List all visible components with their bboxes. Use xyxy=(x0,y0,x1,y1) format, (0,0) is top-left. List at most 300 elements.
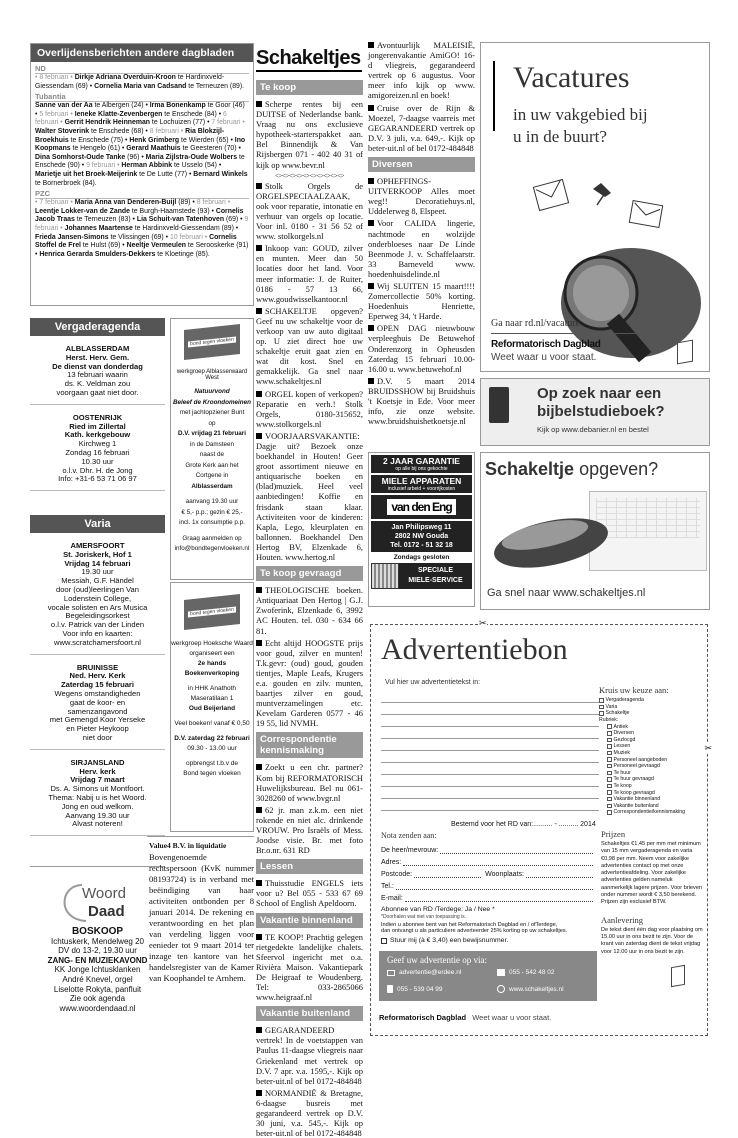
bon-footer-tag: Weet waar u voor staat. xyxy=(472,1013,552,1022)
square-bullet-icon xyxy=(368,178,374,184)
schakeltje-ad-text: TE KOOP! Prachtig gelegen rietgedekte landelijke chalets. Sfeervol ingericht met o.a. Rivièra Maison. Vakantiepark De Heigraaf te Woudenberg. Tel: 033-2865066 www.heigraaf.nl xyxy=(256,931,363,1003)
vacatures-ad xyxy=(480,42,710,372)
kruis-option-label: Schakeltje xyxy=(605,710,630,717)
kruis-option[interactable] xyxy=(599,737,705,744)
agenda-item-heading: AMERSFOORT xyxy=(70,541,125,550)
book-icon xyxy=(489,387,509,423)
agenda-item-line: Thema: Nabij u is het Woord. xyxy=(48,792,147,802)
overlijdens-section-label: ND xyxy=(35,64,249,74)
overlijdens-text-part: te Goor (46) • xyxy=(35,102,245,118)
square-bullet-icon xyxy=(256,587,262,593)
value4-text: Bovengenoemde rechtspersoon (KvK nummer 08193724) is in verband met beëindiging van haar activiteiten ontbonden per 8 januari 2014. De rekening en verantwoording en het plan van verdeling liggen voor eenieder tot 9 maart 2014 ter inzage ten kantore van het handelsregister van de Kamer van Koophandel te Arnhem. xyxy=(149,852,254,983)
schakeltje-ad xyxy=(256,878,363,908)
schakeltje-opgeven-link[interactable]: Ga snel naar www.schakeltjes.nl xyxy=(487,587,646,599)
schakeltje-ad-text: Stolk Orgels de ORGELSPECIAALZAAK, ook voor reparatie, intonatie en verhuur van orgels op locatie. Voor inl. 0180 - 31 56 52 of www. stolkorgels.nl xyxy=(256,180,363,242)
agenda-item-line: Zondag 16 februari xyxy=(65,447,130,457)
agenda-item-line: Ds. A. Simons uit Montfoort. xyxy=(50,784,145,794)
overlijdens-text-part: 6 februari • xyxy=(35,110,227,127)
prijzen-text: Schakeltjes €1,45 per mm met minimum van 15 mm vergaderagenda en varia €0,98 per mm. Neem voor zakelijke advertenties contact op met onze advertentieafdeling. Voor zakelijke advertenties gelden nameluk aanmerkelijk lagere prijzen. Voor brieven onder nummer wordt € 3,50 berekend. Prijzen zijn exclusief BTW. xyxy=(601,841,703,906)
overlijdens-text-part: 8 februari • xyxy=(149,127,186,135)
square-bullet-icon xyxy=(368,378,374,384)
debanier-line-1: Op zoek naar een xyxy=(537,385,662,402)
kruis-option[interactable] xyxy=(599,697,705,704)
van-den-eng-special-1: SPECIALE xyxy=(417,567,453,574)
bond-line: Beleef de Kroondomeinen xyxy=(172,398,252,406)
agenda-item-heading: ALBLASSERDAM xyxy=(65,344,130,353)
varia-title: Varia xyxy=(30,515,165,533)
agenda-item-heading: Zaterdag 15 februari xyxy=(60,680,134,690)
schakeltje-ad-text: Echt altijd HOOGSTE prijs voor goud, zilver en munten! T.k.gevr: (oud) goud, gouden tientjes, Maple Leafs, Krugers e.a. gouden en zilv. munten, baartjes zilver en goud, muntverzamelingen etc. Kevelam Garderen 0577 - 46 19 55, lid NVMH. xyxy=(256,637,363,729)
value4-notice xyxy=(147,836,254,1036)
square-bullet-icon xyxy=(256,101,262,107)
van-den-eng-garantie: 2 JAAR GARANTIE xyxy=(383,456,460,466)
bond-line: opbrengst t.b.v de xyxy=(185,760,239,767)
van-den-eng-tel: Tel. 0172 - 51 32 18 xyxy=(390,542,453,549)
square-bullet-icon xyxy=(368,220,374,226)
schakeltje-opgeven-title-a: Schakeltje xyxy=(485,459,575,479)
overlijdens-text-part: 9 februari • xyxy=(86,162,122,170)
scissors-icon-right: ✂ xyxy=(704,743,712,753)
kruis-option[interactable] xyxy=(599,803,705,810)
bond-line: Alblasserdam xyxy=(191,482,233,490)
overlijdens-text-part: 10 februari • xyxy=(169,233,210,241)
square-bullet-icon xyxy=(256,391,262,397)
woord-daad-line-6: Zie ook agenda xyxy=(69,994,126,1004)
overlijdens-box xyxy=(30,43,254,306)
agenda-item xyxy=(30,664,165,750)
agenda-item-line: Lodenstein College, xyxy=(63,593,132,603)
woord-daad-ad xyxy=(30,866,165,1036)
overlijdens-title: Overlijdensberichten andere dagbladen xyxy=(31,44,253,62)
kruis-option-label: Antiek xyxy=(613,723,628,730)
kruis-option[interactable] xyxy=(599,783,705,790)
bond-line: in de Damsteen xyxy=(189,440,235,448)
bond-line: Grote Kerk aan het xyxy=(185,461,239,469)
kruis-option-label: Gezlocgd xyxy=(613,736,636,743)
rd-logo-icon xyxy=(677,340,693,365)
schakeltje-ad xyxy=(256,1025,363,1086)
overlijdens-text-part: Marietje uit het Broek-Meijerink xyxy=(35,170,138,178)
schakeltje-ad xyxy=(368,103,475,153)
fax-icon xyxy=(497,969,505,976)
vergaderagenda-box xyxy=(30,318,165,518)
schakeltje-ad xyxy=(368,176,475,216)
schakeltje-ad xyxy=(368,40,475,101)
bond-line: D.V. vrijdag 21 februari xyxy=(177,430,246,437)
indien-line-1: Indien u abonnee bent van het Reformatorisch Dagblad en / ofTerdege, xyxy=(381,922,558,928)
kruis-checkbox[interactable] xyxy=(607,744,612,749)
kruis-option-label: Vergaderagenda xyxy=(605,697,644,704)
woord-daad-heading: BOSKOOP xyxy=(71,926,124,937)
agenda-item-heading: SIRJANSLAND xyxy=(70,757,125,767)
schakeltje-ad xyxy=(256,638,363,729)
kruis-checkbox[interactable] xyxy=(607,738,612,743)
van-den-eng-garantie-sub: op alle bij ons gekochte xyxy=(395,466,448,472)
ad-text-line[interactable] xyxy=(381,775,599,787)
overlijdens-text-part: Maria Zijlstra-Oude Wolbers xyxy=(145,153,238,161)
schakeltje-ad xyxy=(256,1088,363,1138)
kruis-checkbox[interactable] xyxy=(607,790,612,795)
overlijdens-text-part: • 7 februari • xyxy=(35,199,75,207)
schakeltje-ad xyxy=(368,376,475,426)
agenda-item xyxy=(30,414,165,491)
schakeltje-ad xyxy=(256,431,363,562)
kruis-checkbox[interactable] xyxy=(607,731,612,736)
bond-logo-1 xyxy=(184,324,240,360)
bond-line: Bond tegen vloeken xyxy=(183,770,241,777)
geef-fax: 055 - 542 48 02 xyxy=(509,969,555,976)
abonnee-line[interactable]: Abonnee van RD /Terdege: Ja / Nee * xyxy=(381,906,495,913)
schakeltje-ad xyxy=(256,99,363,170)
bond-logo-2-text: bond tegen vloeken xyxy=(190,606,234,618)
prijzen-title: Prijzen xyxy=(601,829,626,839)
kruis-option[interactable] xyxy=(599,809,705,816)
agenda-item-line: Kirchweg 1 xyxy=(78,439,117,449)
debanier-ad xyxy=(480,378,710,446)
overlijdens-text-part: Irma Bonenkamp xyxy=(149,102,206,110)
schakeltjes-separator: <><><><><><><><><><> xyxy=(275,171,344,180)
square-bullet-icon xyxy=(368,325,374,331)
bond-line: werkgroep Hoeksche Waard xyxy=(171,640,253,647)
van-den-eng-miele: MIELE APPARATEN xyxy=(381,476,462,486)
agenda-item-line: niet door xyxy=(82,732,113,742)
vacatures-link[interactable]: Ga naar rd.nl/vacature xyxy=(491,318,581,329)
overlijdens-text-part: Leentje Lokker-van de Zande xyxy=(35,207,130,215)
agenda-item-line: 13 februari waarin xyxy=(67,370,128,380)
overlijdens-text-part: te Enschede (84) • xyxy=(162,110,224,118)
overlijdens-section-label: PZC xyxy=(35,189,249,199)
vergaderagenda-items xyxy=(30,345,165,491)
kruis-option[interactable] xyxy=(599,730,705,737)
agenda-item-line: o.l.v. Dhr. H. de Jong xyxy=(62,465,133,475)
field-woonplaats-label: Woonplaats: xyxy=(485,871,524,878)
advertentiebon-title: Advertentiebon xyxy=(381,633,568,666)
bond-line: in HHK Anathoth xyxy=(187,685,237,692)
indien-line-2: dan ontvangt u als particuliere adverteerder 25% korting op uw schakeltjes. xyxy=(381,928,568,934)
schakeltje-ad-text: Scherpe rentes bij een DUITSE of Nederlandse bank. Vraag nu ons exclusieve hypotheek-starterspakket aan. Bel Binnendijk & Van Rijsbergen 071 - 402 40 31 of kijk op www.bevr.nl xyxy=(256,99,363,170)
agenda-item xyxy=(30,759,165,836)
agenda-item-line: 10.30 uur xyxy=(81,456,114,466)
ad-text-line[interactable] xyxy=(381,739,599,751)
agenda-item-line: Messiah, G.F. Händel xyxy=(61,576,134,586)
schakeltje-ad-text: Avontuurlijk MALEISIË, jongerenvakantie AmiGO! 16-d vliegreis, gegarandeerd vertrek op 6 augustus. Voor meer info kijk op www. amigoreizen.nl en boek! xyxy=(368,40,475,101)
vergaderagenda-title: Vergaderagenda xyxy=(30,318,165,336)
bond-line: Cortgene in xyxy=(195,472,229,479)
bond-ad-2-lines xyxy=(171,639,253,779)
overlijdens-text-part: te Enschede (90) • xyxy=(35,153,245,170)
square-bullet-icon xyxy=(368,105,374,111)
aanlevering-title: Aanlevering xyxy=(601,914,644,925)
schakeltje-ad xyxy=(256,181,363,242)
aanlevering-text: De tekst dient één dag voor plaatsing om 15.00 uur in ons bezit te zijn. Voor de krant van zaterdag dient de tekst vrijdag voor 12.00 uur in ons bezit te zijn. xyxy=(601,926,703,955)
overlijdens-text-part: Cornelia Maria van Cadsand xyxy=(94,82,187,90)
agenda-item-heading: Herst. Herv. Gem. xyxy=(65,352,130,362)
ad-text-line[interactable] xyxy=(381,787,599,799)
woord-daad-logo-top: Woord xyxy=(82,885,126,902)
overlijdens-text-part: Neeltje Vermeulen xyxy=(126,242,187,250)
kruis-box xyxy=(599,685,705,816)
square-bullet-icon xyxy=(256,433,262,439)
agenda-item xyxy=(30,542,165,655)
ad-text-line[interactable] xyxy=(381,691,599,703)
mouse-icon xyxy=(489,499,619,579)
van-den-eng-ad xyxy=(368,452,475,607)
debanier-line-2: bijbelstudieboek? xyxy=(537,403,665,420)
schakeltje-ad-text: Zoekt u een chr. partner? Kom bij REFORMATORISCH Huwelijksbureau. Bel nu 061-3028260 of www.bvgr.nl xyxy=(256,762,363,803)
bond-line: organiseert een xyxy=(189,650,235,657)
kruis-checkbox[interactable] xyxy=(607,751,612,756)
overlijdens-text-part: te Albergen (24) • xyxy=(92,102,150,110)
stuur-checkbox[interactable] xyxy=(381,938,387,944)
kruis-checkbox[interactable] xyxy=(599,698,604,703)
schakeltjes-rubriek-header: Te koop xyxy=(256,80,363,95)
van-den-eng-postcode: 2802 NW Gouda xyxy=(394,533,449,540)
bond-line: 09.30 - 13.00 uur xyxy=(187,745,237,752)
bond-ad-1 xyxy=(170,318,254,580)
kruis-option-label: Diversen xyxy=(613,730,634,737)
schakeltje-ad-text: OPHEFFINGS-UITVERKOOP Alles moet weg!! Decoratiehuys.nl, Uddelerweg 8, Elspeet. xyxy=(368,176,475,217)
kruis-option[interactable] xyxy=(599,770,705,777)
agenda-item-heading: Ried im Zillertal xyxy=(69,421,126,431)
agenda-item-heading: St. Joriskerk, Hof 1 xyxy=(63,549,132,559)
overlijdens-text-part: Gerard Maathuis xyxy=(126,145,181,153)
overlijdens-text-part: te Geesteren (70) • xyxy=(180,145,241,153)
kruis-option[interactable] xyxy=(599,789,705,796)
schakeltje-opgeven-ad xyxy=(480,452,710,610)
geef-web[interactable]: www.schakeltjes.nl xyxy=(509,985,564,993)
overlijdens-text-part: te Usselo (54) • xyxy=(172,162,222,170)
varia-box xyxy=(30,515,165,865)
kruis-option[interactable] xyxy=(599,776,705,783)
field-naam[interactable] xyxy=(381,842,593,854)
schakeltje-opgeven-title-b: opgeven? xyxy=(574,459,659,479)
value4-title: Value4 B.V. in liquidatie xyxy=(149,841,227,850)
overlijdens-text-part: te Kloetinge (85). xyxy=(155,250,210,258)
kruis-option[interactable] xyxy=(599,704,705,711)
kruis-option[interactable] xyxy=(599,763,705,770)
overlijdens-text-part: Walter Stoverink xyxy=(35,127,90,135)
agenda-item-line: met Gemengd Koor Yerseke xyxy=(49,715,146,725)
schakeltje-ad-text: Cruise over de Rijn & Moezel, 7-daagse vaarreis met GEGARANDEERD vertrek op D.V. 3 juli, v.a. 649,-. Kijk op beter-uit.nl of bel 0172-484848 xyxy=(368,102,475,153)
field-adres[interactable] xyxy=(381,854,593,866)
vacatures-tagline: Weet waar u voor staat. xyxy=(491,352,597,363)
kruis-option[interactable] xyxy=(599,750,705,757)
bond-ad-1-lines xyxy=(171,387,253,555)
stuur-label: Stuur mij (à € 3,40) een bewijsnummer. xyxy=(390,937,509,944)
bond-ad-2 xyxy=(170,582,254,832)
field-adres-label: Adres: xyxy=(381,859,402,866)
van-den-eng-special-2: MIELE-SERVICE xyxy=(408,577,463,584)
overlijdens-text-part: te Terneuzen (83) • xyxy=(74,216,137,224)
agenda-item-heading: Herv. kerk xyxy=(79,766,116,776)
overlijdens-text-part: te Vlissingen (69) • xyxy=(108,233,170,241)
overlijdens-text-part: te Wierden (65) • xyxy=(179,136,235,144)
kruis-option[interactable] xyxy=(599,723,705,730)
van-den-eng-logo: van den Eng xyxy=(387,499,455,515)
square-bullet-icon xyxy=(256,308,262,314)
overlijdens-text-part: Ino Koopmans xyxy=(35,136,246,153)
nota-title: Nota zenden aan: xyxy=(381,831,437,840)
kruis-option-label: Vakantie binnenland xyxy=(613,796,661,803)
overlijdens-text-part: (89) • xyxy=(176,199,197,207)
schakeltje-ad-text: ORGEL kopen of verkopen? Reparatie en verh.! Stolk Orgels, 0180-315652, www.stolkorgels.nl xyxy=(256,388,363,429)
overlijdens-section-label: Tubantia xyxy=(35,92,249,102)
agenda-item-line: vocale solisten en Ars Musica xyxy=(47,602,148,612)
kruis-checkbox[interactable] xyxy=(607,804,612,809)
field-postcode-woonplaats[interactable] xyxy=(381,866,593,878)
overlijdens-text-part: te Hulst (69) • xyxy=(80,242,127,250)
overlijdens-text-part: te De Lutte (77) • xyxy=(137,170,194,178)
agenda-item-heading: De dienst van donderdag xyxy=(52,361,143,371)
schakeltjes-rubriek-header: Lessen xyxy=(256,859,363,874)
schakeltje-ad xyxy=(256,762,363,802)
schakeltje-ad-text: VOORJAARSVAKANTIE: Dagje uit? Bezoek onze boekhandel in Houten! Geer groot assortiment nieuwe en antiquarische boeken en (blad)muziek. Heel veel aanbiedingen! Koffie en frisdank staan klaar. Activiteiten voor de kinderen: Kapla, Lego, kleurplaten en ballonnen. Boekhandel Den Hertog BV, Elzenkade 6, Houten. www.hertog.nl xyxy=(256,430,363,563)
overlijdens-section-text xyxy=(35,74,249,91)
agenda-item-line: www.scratchamersfoort.nl xyxy=(54,637,141,647)
kruis-option[interactable] xyxy=(599,756,705,763)
schakeltje-ad-text: GEGARANDEERD vertrek! In de voetstappen van Paulus 11-daagse vliegreis naar Griekenland met vertrek op D.V. 7 apr. v.a. 1595,-. Kijk op beter-uit.nl of bel 0172-484848 xyxy=(256,1025,363,1086)
overlijdens-text-part: Maria Anna van Denderen-Buijl xyxy=(74,199,177,207)
overlijdens-text-part: te Lochuizen (77) • xyxy=(150,119,212,127)
schakeltje-ad-text: SCHAKELTJE opgeven? Geef nu uw schakeltje voor de verkoop van uw auto digitaal op. U ziet direct hoe uw schakeltje eruit gaat zien en wat dit kost. Snel en gemakkelijk. Ga snel naar www.schakeltjes.nl xyxy=(256,305,363,387)
agenda-item-line: Info: +31-6 53 71 06 97 xyxy=(58,474,137,484)
kruis-title: Kruis uw keuze aan: xyxy=(599,685,669,695)
bond-line: naast de xyxy=(199,451,225,458)
rd-logo-icon-2 xyxy=(671,965,685,987)
schakeltje-ad-text: OPEN DAG nieuwbouw verpleeghuis De Betuwehof Onderenzorg in Opheusden Zaterdag 15 februari 10.00-16.00 u. www.betuwehof.nl xyxy=(368,323,475,374)
bond-line: Graag aanmelden op xyxy=(182,534,242,542)
schakeltje-ad-text: D.V. 5 maart 2014 BRUIDSSHOW bij Bruidshuis 't Koetsje in Ede. Voor meer info, zie onze website. www.bruidshuishetkoetsje.nl xyxy=(368,375,475,427)
schakeltje-ad xyxy=(256,306,363,387)
overlijdens-text-part: • 8 februari • xyxy=(35,74,75,81)
ad-text-line[interactable] xyxy=(381,763,599,775)
ad-text-line[interactable] xyxy=(381,751,599,763)
agenda-item-heading: OOSTENRIJK xyxy=(72,412,123,422)
bond-ad-1-org: werkgroep Alblasserwaard West xyxy=(176,369,248,381)
van-den-eng-miele-sub: inclusief arbeid + voorrijkosten xyxy=(387,486,456,492)
kruis-option-label: Te koop gevraagd xyxy=(613,789,655,796)
kruis-checkbox[interactable] xyxy=(607,757,612,762)
overlijdens-text-part: te Serooskerke (91) • xyxy=(35,242,249,258)
ad-text-line[interactable] xyxy=(381,799,599,811)
kruis-option-label: Muziek xyxy=(613,750,630,757)
vacatures-sub-1: in uw vakgebied bij xyxy=(513,105,648,124)
debanier-sub[interactable]: Kijk op www.debanier.nl en bestel xyxy=(537,425,649,434)
kruis-checkbox[interactable] xyxy=(599,705,604,710)
bond-line: Oud Beijerland xyxy=(188,705,236,712)
ad-text-line[interactable] xyxy=(381,715,599,727)
field-tel[interactable] xyxy=(381,878,593,890)
overlijdens-text-part: Bernard Winkels xyxy=(193,170,248,178)
kruis-checkbox[interactable] xyxy=(607,810,612,815)
overlijdens-text-part: te Terneuzen (89). xyxy=(186,82,245,90)
square-bullet-icon xyxy=(256,183,262,189)
schakeltje-ad xyxy=(368,281,475,321)
kruis-list xyxy=(599,697,705,816)
web-icon xyxy=(497,985,505,993)
kruis-option[interactable] xyxy=(599,796,705,803)
field-naam-label: De heer/mevrouw: xyxy=(381,847,439,854)
overlijdens-text-part: (69) • xyxy=(224,216,245,224)
square-bullet-icon xyxy=(256,245,262,251)
field-email[interactable] xyxy=(381,890,593,902)
kruis-option-label: Te huur gevraagd xyxy=(613,776,654,783)
bond-line: op xyxy=(208,419,216,427)
overlijdens-text-part: te Bornerbroek (84). xyxy=(35,179,97,187)
kruis-checkbox[interactable] xyxy=(607,771,612,776)
kruis-checkbox[interactable] xyxy=(599,711,604,716)
woord-daad-line-1: Ichtuskerk, Mendelweg 20 xyxy=(51,936,144,946)
ad-text-line[interactable] xyxy=(381,727,599,739)
bond-line: info@bondtegenvloeken.nl xyxy=(174,545,250,552)
kruis-checkbox[interactable] xyxy=(607,724,612,729)
agenda-item-line: o.l.v. Patrick van der Linden xyxy=(50,620,145,630)
square-bullet-icon xyxy=(256,640,262,646)
kruis-option-label: Vakantie buitenland xyxy=(613,802,659,809)
van-den-eng-zondag: Zondags gesloten xyxy=(393,554,450,561)
geef-tel: 055 - 539 04 99 xyxy=(397,985,443,993)
geef-email[interactable]: advertentie@erdee.nl xyxy=(399,969,462,976)
schakeltjes-rubriek-header: Diversen xyxy=(368,157,475,172)
agenda-item-line: Voor info en kaarten: xyxy=(62,628,133,638)
bond-line: Veel boeken! vanaf € 0,50 xyxy=(174,720,250,727)
schakeltje-ad-text: 62 jr. man z.k.m. een niet rokende en niet alc. drinkende VROUW. Pro Israëls of Mess. Joodse visie. Br. met foto Br.o.nr. 631 RD xyxy=(256,804,363,856)
kruis-checkbox[interactable] xyxy=(607,777,612,782)
schakeltje-ad-text: Inkoop van: GOUD, zilver en munten. Meer dan 50 locaties door het land. Voor meer informatie: J. de Ruiter, 0186 - 57 13 66, www.goudwisselkantoor.nl xyxy=(256,243,363,304)
bond-line: 2e hands xyxy=(197,660,227,667)
kruis-checkbox[interactable] xyxy=(607,764,612,769)
overlijdens-sections xyxy=(31,62,253,260)
agenda-item-line: Jong en oud welkom. xyxy=(61,801,134,811)
nota-section xyxy=(381,831,593,944)
kruis-option-label: Lessen xyxy=(613,743,631,750)
kruis-checkbox[interactable] xyxy=(607,797,612,802)
bond-line: D.V. zaterdag 22 februari xyxy=(174,735,250,742)
square-bullet-icon xyxy=(256,807,262,813)
kruis-option-label: Rubriek: xyxy=(599,717,619,724)
woord-daad-line-2: DV do 13-2, 19.30 uur xyxy=(58,946,137,956)
square-bullet-icon xyxy=(256,1027,262,1033)
kruis-option[interactable] xyxy=(599,710,705,717)
schakeltje-ad-text: NORMANDIË & Bretagne, 6-daagse busreis met gegarandeerd vertrek op D.V. 30 juni, v.a. 545,-. Kijk op beter-uit.nl of bel 0172-484848 xyxy=(256,1087,363,1138)
ad-text-line[interactable] xyxy=(381,703,599,715)
overlijdens-text-part: te Enschede (68) • xyxy=(89,127,150,135)
bond-logo-2 xyxy=(184,594,240,630)
field-tel-label: Tel.: xyxy=(381,883,394,890)
overlijdens-text-part: 7 februari • xyxy=(211,119,245,127)
overlijdens-text-part: Dirkje Adriana Overduin-Kroon xyxy=(74,74,176,81)
overlijdens-text-part: 8 februari • xyxy=(196,199,231,207)
prijzen-box xyxy=(601,829,705,986)
kruis-option[interactable] xyxy=(599,717,705,724)
square-bullet-icon xyxy=(256,1090,262,1096)
overlijdens-section-text xyxy=(35,102,249,188)
schakeltje-ad xyxy=(256,243,363,304)
bond-line: € 5,- p.p.; gezin € 25,- xyxy=(181,508,243,516)
overlijdens-text-part: Lia Schuit-van Tatenhoven xyxy=(136,216,225,224)
overlijdens-text-part: Henk Grimberg xyxy=(129,136,180,144)
kruis-checkbox[interactable] xyxy=(607,784,612,789)
kruis-option[interactable] xyxy=(599,743,705,750)
bon-footer xyxy=(379,1013,599,1022)
schakeltjes-rubriek-header: Vakantie binnenland xyxy=(256,913,363,928)
overlijdens-text-part: Sanne van der Aa xyxy=(35,102,93,110)
agenda-item-heading: Vrijdag 7 maart xyxy=(70,775,125,785)
schakeltje-ad-text: Voor CALIDA lingerie, nachtmode en wolzijde onderbloeses naar De Linde Beenmode J. v. Schaffelaarstr. 33 Barneveld www. hoedenhuisdelinde.nl xyxy=(368,218,475,279)
bond-line: Natuurvond xyxy=(194,388,230,395)
overlijdens-text-part: Dina Somhorst-Oude Tanke xyxy=(35,153,126,161)
ad-text-lines[interactable] xyxy=(381,691,599,811)
